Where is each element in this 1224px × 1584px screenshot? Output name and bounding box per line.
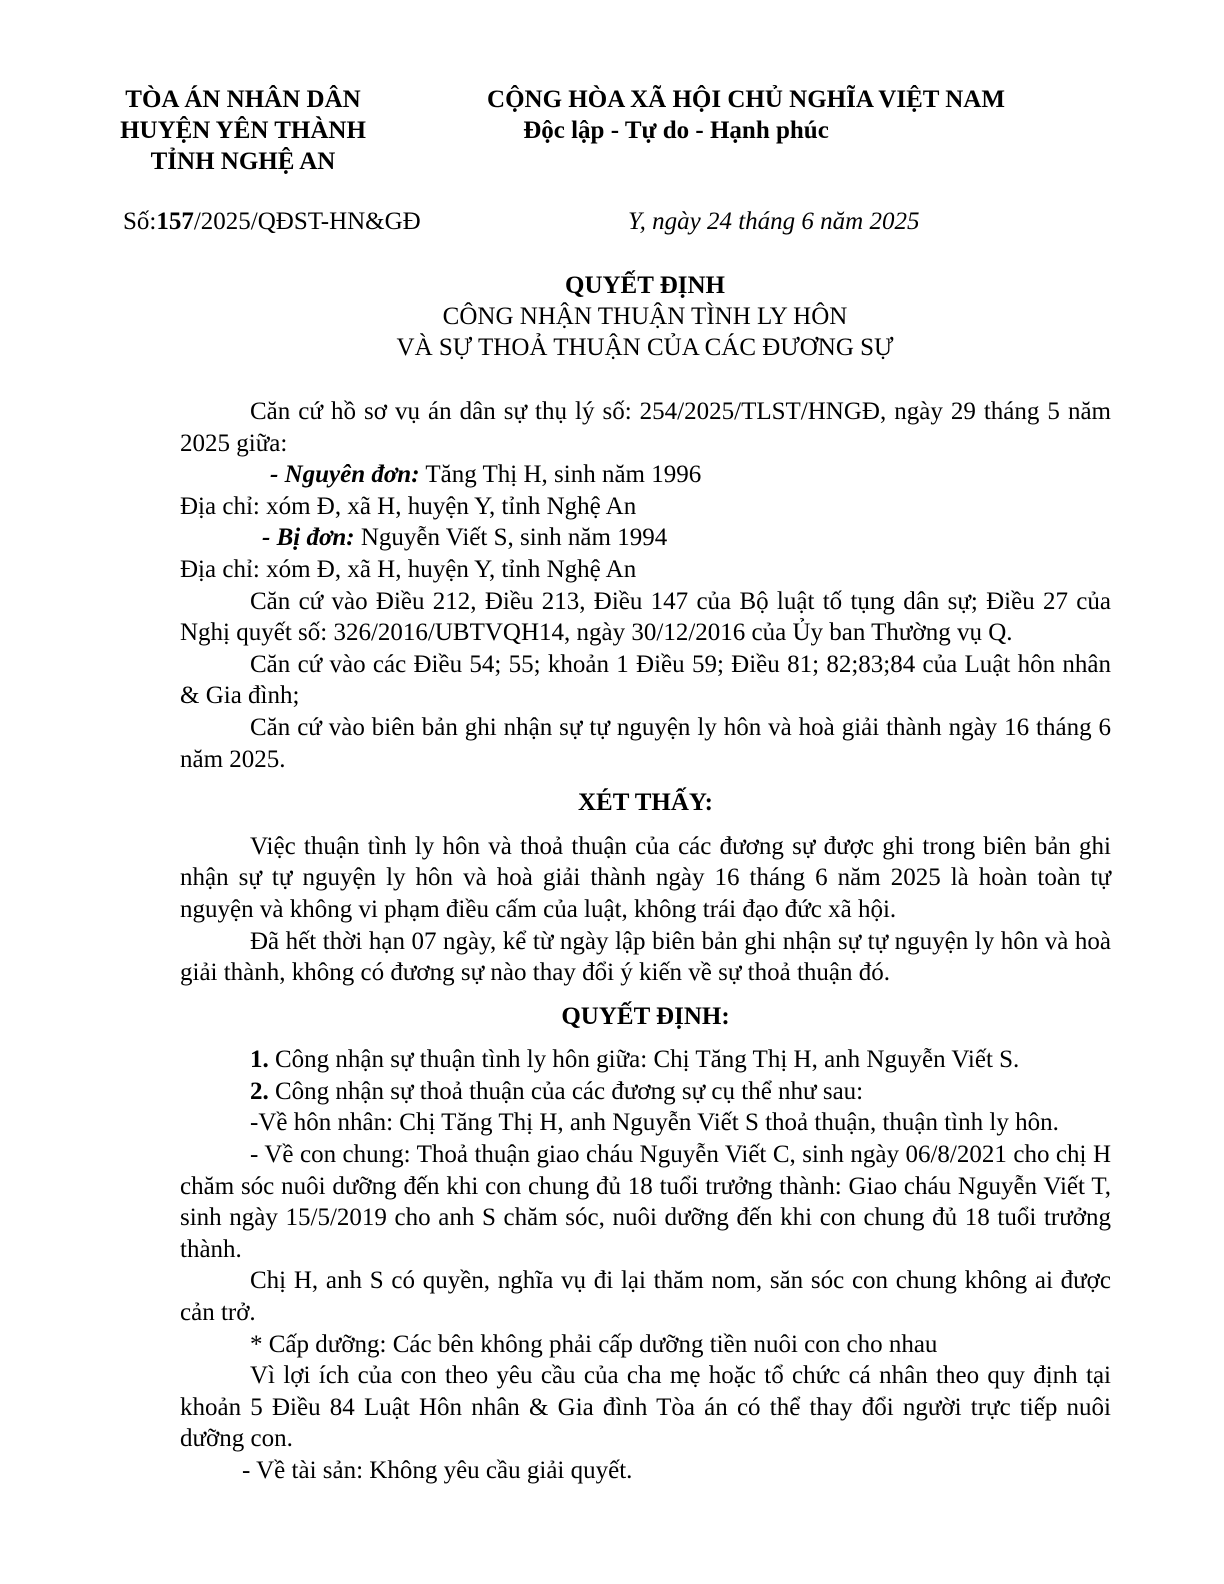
basis-case-file: Căn cứ hồ sơ vụ án dân sự thụ lý số: 254/2025/TLST/HNGĐ, ngày 29 tháng 5 năm 2025 giữa:: [180, 398, 1111, 457]
title-main: QUYẾT ĐỊNH: [565, 272, 725, 299]
decision-property: - Về tài sản: Không yêu cầu giải quyết.: [242, 1457, 633, 1484]
decision-children: - Về con chung: Thoả thuận giao cháu Nguyễn Viết C, sinh ngày 06/8/2021 cho chị H chăm sóc nuôi dưỡng đến khi con chung đủ 18 tuổi trưởng thành: Giao cháu Nguyễn Viết T, sinh ngày 15/5/2019 cho anh S chăm sóc, nuôi dưỡng đến khi con chung đủ 18 tuổi trưởng thành.: [180, 1141, 1111, 1263]
findings-paragraph-1: Việc thuận tình ly hôn và thoả thuận của các đương sự được ghi trong biên bản ghi nhận sự tự nguyện ly hôn và hoà giải thành ngày 16 tháng 6 năm 2025 là hoàn toàn tự nguyện và không vi phạm điều cấm của luật, không trái đạo đức xã hội.: [180, 832, 1111, 923]
court-line-3: TỈNH NGHỆ AN: [150, 148, 336, 175]
decision-visiting-rights: Chị H, anh S có quyền, nghĩa vụ đi lại thăm nom, săn sóc con chung không ai được cản trở.: [180, 1267, 1111, 1327]
document-date: Y, ngày 24 tháng 6 năm 2025: [628, 208, 920, 235]
basis-procedure-code: Căn cứ vào Điều 212, Điều 213, Điều 147 của Bộ luật tố tụng dân sự; Điều 27 của Nghị quyết số: 326/2016/UBTVQH14, ngày 30/12/2016 của Ủy ban Thường vụ Q.: [180, 587, 1111, 647]
court-line-1: TÒA ÁN NHÂN DÂN: [125, 86, 361, 113]
defendant-line: - Bị đơn: Nguyễn Viết S, sinh năm 1994: [262, 524, 668, 552]
nation-name: CỘNG HÒA XÃ HỘI CHỦ NGHĨA VIỆT NAM: [487, 86, 1005, 113]
document-number: Số:157/2025/QĐST-HN&GĐ: [123, 208, 421, 235]
section-decision: QUYẾT ĐỊNH:: [561, 1002, 730, 1030]
nation-motto: Độc lập - Tự do - Hạnh phúc: [523, 117, 829, 144]
decision-child-interest: Vì lợi ích của con theo yêu cầu của cha mẹ hoặc tổ chức cá nhân theo quy định tại khoản 5 Điều 84 Luật Hôn nhân & Gia đình Tòa án có thể thay đổi người trực tiếp nuôi dưỡng con.: [180, 1362, 1111, 1453]
section-findings: XÉT THẤY:: [577, 789, 713, 817]
decision-child-support: * Cấp dưỡng: Các bên không phải cấp dưỡng tiền nuôi con cho nhau: [250, 1330, 938, 1358]
decision-marriage: -Về hôn nhân: Chị Tăng Thị H, anh Nguyễn Viết S thoả thuận, thuận tình ly hôn.: [250, 1109, 1059, 1137]
plaintiff-address: Địa chỉ: xóm Đ, xã H, huyện Y, tỉnh Nghệ An: [180, 492, 637, 520]
title-sub-1: CÔNG NHẬN THUẬN TÌNH LY HÔN: [442, 303, 848, 330]
defendant-address: Địa chỉ: xóm Đ, xã H, huyện Y, tỉnh Nghệ An: [180, 555, 637, 583]
findings-paragraph-2: Đã hết thời hạn 07 ngày, kể từ ngày lập biên bản ghi nhận sự tự nguyện ly hôn và hoà giải thành, không có đương sự nào thay đổi ý kiến về sự thoả thuận đó.: [180, 927, 1111, 987]
basis-family-law: Căn cứ vào các Điều 54; 55; khoản 1 Điều 59; Điều 81; 82;83;84 của Luật hôn nhân & Gia đình;: [180, 650, 1111, 710]
national-header: [458, 84, 1034, 146]
title-sub-2: VÀ SỰ THOẢ THUẬN CỦA CÁC ĐƯƠNG SỰ: [396, 334, 894, 361]
document-body: [180, 396, 1111, 1487]
plaintiff-line: - Nguyên đơn: Tăng Thị H, sinh năm 1996: [270, 461, 702, 489]
decision-item-2: 2. Công nhận sự thoả thuận của các đương sự cụ thể như sau:: [250, 1077, 864, 1105]
basis-reconciliation-record: Căn cứ vào biên bản ghi nhận sự tự nguyện ly hôn và hoà giải thành ngày 16 tháng 6 năm 2025.: [180, 713, 1111, 773]
court-name: [108, 84, 378, 177]
court-line-2: HUYỆN YÊN THÀNH: [120, 117, 366, 144]
decision-item-1: 1. Công nhận sự thuận tình ly hôn giữa: Chị Tăng Thị H, anh Nguyễn Viết S.: [250, 1046, 1020, 1074]
document-title: [180, 270, 1110, 363]
